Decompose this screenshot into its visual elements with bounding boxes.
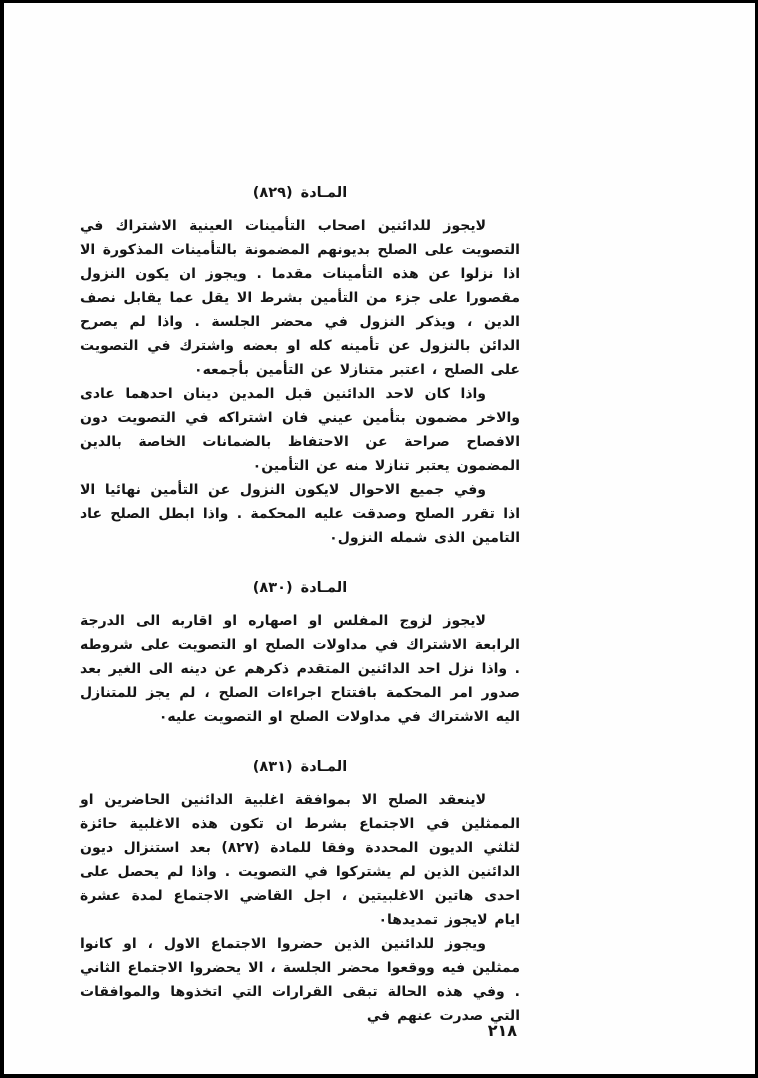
page-number: ٢١٨ bbox=[487, 1021, 517, 1040]
article-heading: المـادة (٨٣١) bbox=[252, 759, 348, 775]
article-heading: المـادة (٨٣٠) bbox=[252, 580, 348, 596]
article-paragraph: لايجوز للدائنين اصحاب التأمينات العينية الاشتراك في التصويت على الصلح بديونهم المضمونة بالتأمينات المذكورة الا اذا نزلوا عن هذه التأمينات مقدما . ويجوز ان يكون النزول مقصورا على جزء من التأمين بشرط الا يقل عما يقابل نصف الدين ، ويذكر النزول في محضر الجلسة . واذا لم يصرح الدائن بالنزول عن تأمينه كله او بعضه واشترك في التصويت على الصلح ، اعتبر متنازلا عن التأمين بأجمعه٠ bbox=[80, 218, 520, 378]
article-paragraph: ويجوز للدائنين الذين حضروا الاجتماع الاول ، او كانوا ممثلين فيه ووقعوا محضر الجلسة ، الا يحضروا الاجتماع الثاني . وفي هذه الحالة تبقى القرارات التي اتخذوها والموافقات التي صدرت عنهم في bbox=[80, 936, 520, 1024]
article-section-829 bbox=[80, 181, 520, 550]
article-section-831 bbox=[80, 755, 520, 1028]
document-content bbox=[80, 181, 520, 1028]
article-paragraph: لايجوز لزوج المفلس او اصهاره او اقاربه الى الدرجة الرابعة الاشتراك في مداولات الصلح او التصويت على شروطه . واذا نزل احد الدائنين المتقدم ذكرهم عن دينه الى الغير بعد صدور امر المحكمة بافتتاح اجراءات الصلح ، لم يجز للمتنازل اليه الاشتراك في مداولات الصلح او التصويت عليه٠ bbox=[80, 613, 520, 725]
article-heading: المـادة (٨٢٩) bbox=[252, 185, 348, 201]
article-paragraph: واذا كان لاحد الدائنين قبل المدين دينان احدهما عادى والاخر مضمون بتأمين عيني فان اشتراكه في التصويت دون الافصاح صراحة عن الاحتفاظ بالضمانات الخاصة بالدين المضمون يعتبر تنازلا منه عن التأمين٠ bbox=[80, 386, 520, 474]
article-paragraph: لاينعقد الصلح الا بموافقة اغلبية الدائنين الحاضرين او الممثلين في الاجتماع بشرط ان تكون هذه الاغلبية حائزة لثلثي الديون المحددة وفقا للمادة (٨٢٧) بعد استنزال ديون الدائنين الذين لم يشتركوا في التصويت . واذا لم يحصل على احدى هاتين الاغلبيتين ، اجل القاضي الاجتماع لمدة عشرة ايام لايجوز تمديدها٠ bbox=[80, 792, 520, 928]
article-section-830 bbox=[80, 576, 520, 729]
article-paragraph: وفي جميع الاحوال لايكون النزول عن التأمين نهائيا الا اذا تقرر الصلح وصدقت عليه المحكمة . واذا ابطل الصلح عاد التامين الذى شمله النزول٠ bbox=[80, 482, 520, 546]
